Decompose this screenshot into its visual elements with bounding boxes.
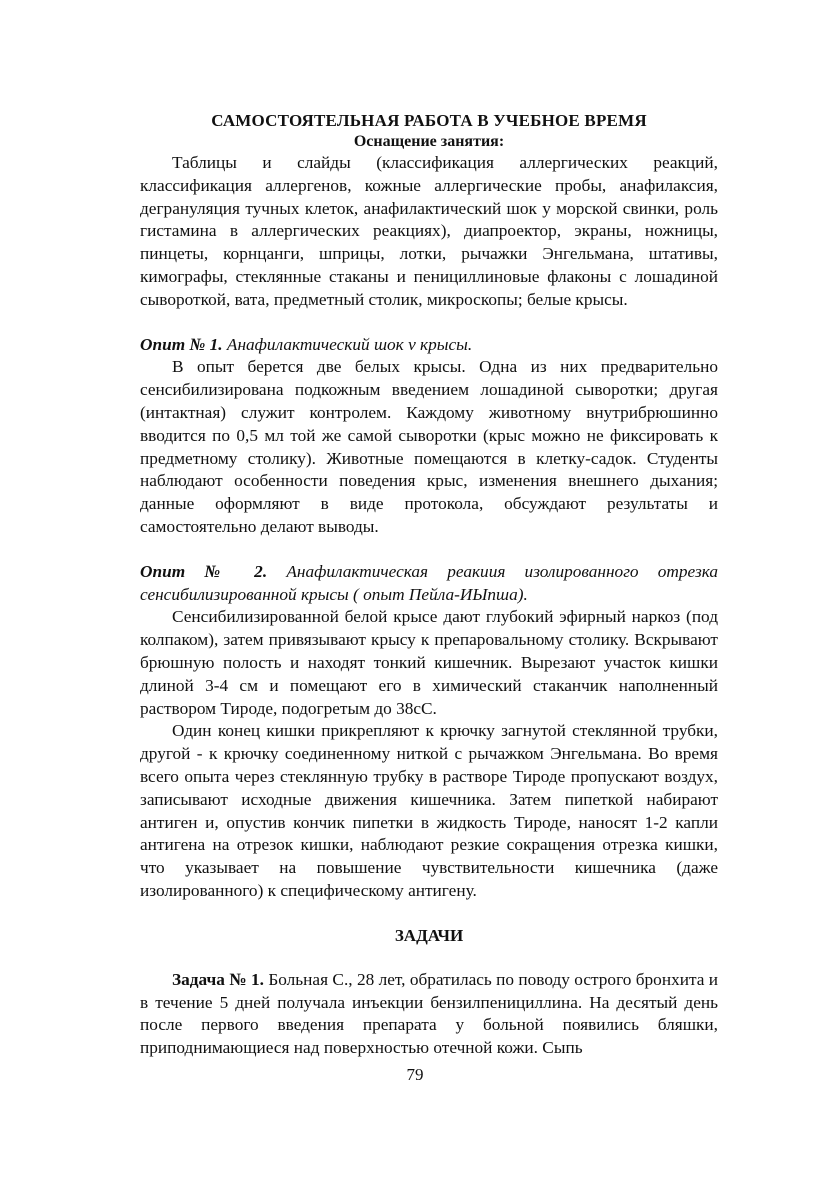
experiment-1-heading bbox=[140, 334, 718, 357]
experiment-1-paragraph: В опыт берется две белых крысы. Одна из них предварительно сенсибилизирована подкожным введением лошадиной сыворотки; другая (интактная) служит контролем. Каждому животному внутрибрюшинно вводится по 0,5 мл той же самой сыворотки (крыс можно не фиксировать к предметному столику). Животные помещаются в клетку-садок. Студенты наблюдают особенности поведения крыс, изменения внешнего дыхания; данные оформляют в виде протокола, обсуждают результаты и самостоятельно делают выводы. bbox=[140, 357, 718, 536]
experiment-2-paragraph-2: Один конец кишки прикрепляют к крючку загнутой стеклянной трубки, другой - к крючку соединенному ниткой с рычажком Энгельмана. Во время всего опыта через стеклянную трубку в растворе Тироде пропускают воздух, записывают исходные движения кишечника. Затем пипеткой набирают антиген и, опустив кончик пипетки в жидкость Тироде, наносят 1-2 капли антигена на отрезок кишки, наблюдают резкие сокращения отрезка кишки, что указывает на повышение чувствительности кишечника (даже изолированного) к специфическому антигену. bbox=[140, 721, 718, 900]
experiment-2-title: Анафилактическая реакиия изолированного отрезка сенсибилизированной крысы ( опыт Пейла-ИЫпша). bbox=[140, 561, 718, 604]
experiment-1-title: Анафилактический шок v крысы. bbox=[226, 334, 473, 354]
experiment-2-paragraph-1: Сенсибилизированной белой крысе дают глубокий эфирный наркоз (под колпаком), затем привязывают крысу к препаровальному столику. Вскрывают брюшную полость и находят тонкий кишечник. Вырезают участок кишки длиной 3-4 см и помещают его в химический стаканчик наполненный раствором Тироде, подогретым до 38сС. bbox=[140, 607, 718, 718]
tasks-heading: ЗАДАЧИ bbox=[394, 925, 464, 945]
equipment-title: Оснащение занятия: bbox=[353, 133, 505, 150]
task-1-text: Больная С., 28 лет, обратилась по поводу острого бронхита и в течение 5 дней получала инъекции бензилпенициллина. На десятый день после первого введения препарата у больной появились бляшки, приподнимающиеся над поверхностью отечной кожи. Сыпь bbox=[140, 969, 719, 1058]
document-page bbox=[140, 110, 718, 1060]
equipment-paragraph: Таблицы и слайды (классификация аллергических реакций, классификация аллергенов, кожные аллергические пробы, анафилаксия, дегрануляция тучных клеток, анафилактический шок у морской свинки, роль гистамина в аллергических реакциях), диапроектор, экраны, ножницы, пинцеты, корнцанги, шприцы, лотки, рычажки Энгельмана, штативы, кимографы, стеклянные стаканы и пенициллиновые флаконы с лошадиной сывороткой, вата, предметный столик, микроскопы; белые крысы. bbox=[140, 153, 718, 309]
experiment-2-heading bbox=[140, 561, 718, 607]
task-1-paragraph bbox=[140, 969, 718, 1060]
page-number: 79 bbox=[406, 1065, 424, 1084]
task-1-label: Задача № 1. bbox=[172, 969, 264, 989]
experiment-2-label: Опит № 2. bbox=[140, 561, 268, 581]
experiment-1-label: Опит № 1. bbox=[140, 334, 223, 354]
section-heading: САМОСТОЯТЕЛЬНАЯ РАБОТА В УЧЕБНОЕ ВРЕМЯ bbox=[211, 111, 647, 130]
